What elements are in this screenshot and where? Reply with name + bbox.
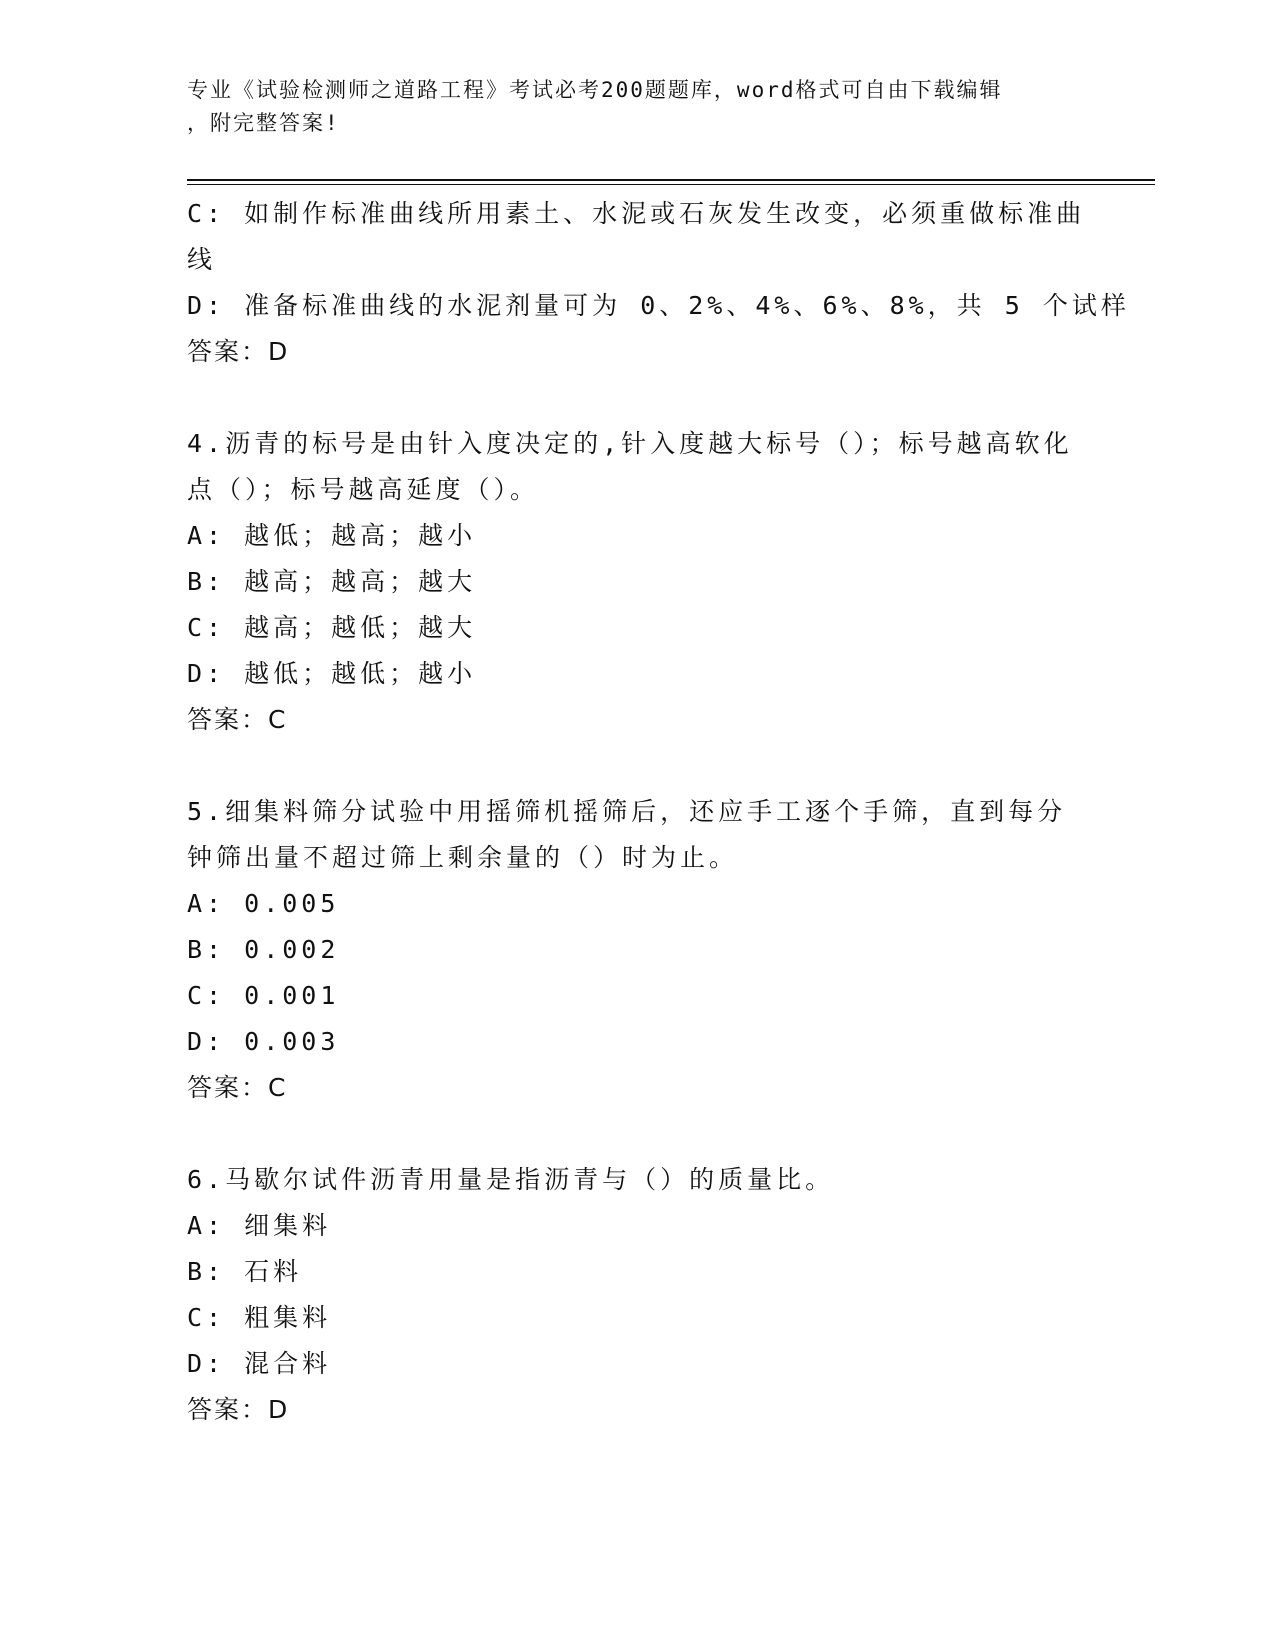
option-b: B: 越高；越高；越大 [187,567,477,596]
document-header [187,74,1067,140]
option-c: C: 越高；越低；越大 [187,613,477,642]
question-stem-line2: 点（）；标号越高延度（）。 [187,475,540,504]
option-c-line1: C: 如制作标准曲线所用素土、水泥或石灰发生改变，必须重做标准曲 [187,199,1086,228]
spacer [187,743,1087,789]
answer-line: 答案：C [187,705,288,734]
question-block-5 [187,789,1087,1111]
option-a: A: 越低；越高；越小 [187,521,477,550]
header-title-line2: ，附完整答案! [187,111,340,135]
header-divider-thin [187,184,1155,185]
option-c: C: 0.001 [187,981,340,1010]
header-divider-thick [187,179,1155,181]
question-stem-line1: 4.沥青的标号是由针入度决定的,针入度越大标号（）；标号越高软化 [187,429,1073,458]
option-a: A: 细集料 [187,1211,332,1240]
answer-line: 答案：D [187,337,290,366]
question-block-4 [187,421,1087,743]
option-d: D: 准备标准曲线的水泥剂量可为 0、2%、4%、6%、8%，共 5 个试样 [187,291,1130,320]
option-d: D: 混合料 [187,1349,332,1378]
header-title-line1: 专业《试验检测师之道路工程》考试必考200题题库，word格式可自由下载编辑 [187,78,1003,102]
question-block-6 [187,1157,1087,1433]
question-stem-line1: 6.马歇尔试件沥青用量是指沥青与（）的质量比。 [187,1165,835,1194]
question-stem-line1: 5.细集料筛分试验中用摇筛机摇筛后，还应手工逐个手筛，直到每分 [187,797,1067,826]
option-b: B: 0.002 [187,935,340,964]
question-list [187,191,1130,1433]
option-d: D: 0.003 [187,1027,340,1056]
option-a: A: 0.005 [187,889,340,918]
spacer [187,375,1087,421]
option-c-line2: 线 [187,245,217,274]
question-block-continued [187,191,1130,375]
option-d: D: 越低；越低；越小 [187,659,477,688]
option-c: C: 粗集料 [187,1303,332,1332]
answer-line: 答案：C [187,1073,288,1102]
answer-line: 答案：D [187,1395,290,1424]
spacer [187,1111,1087,1157]
question-stem-line2: 钟筛出量不超过筛上剩余量的（）时为止。 [187,843,739,872]
option-b: B: 石料 [187,1257,303,1286]
